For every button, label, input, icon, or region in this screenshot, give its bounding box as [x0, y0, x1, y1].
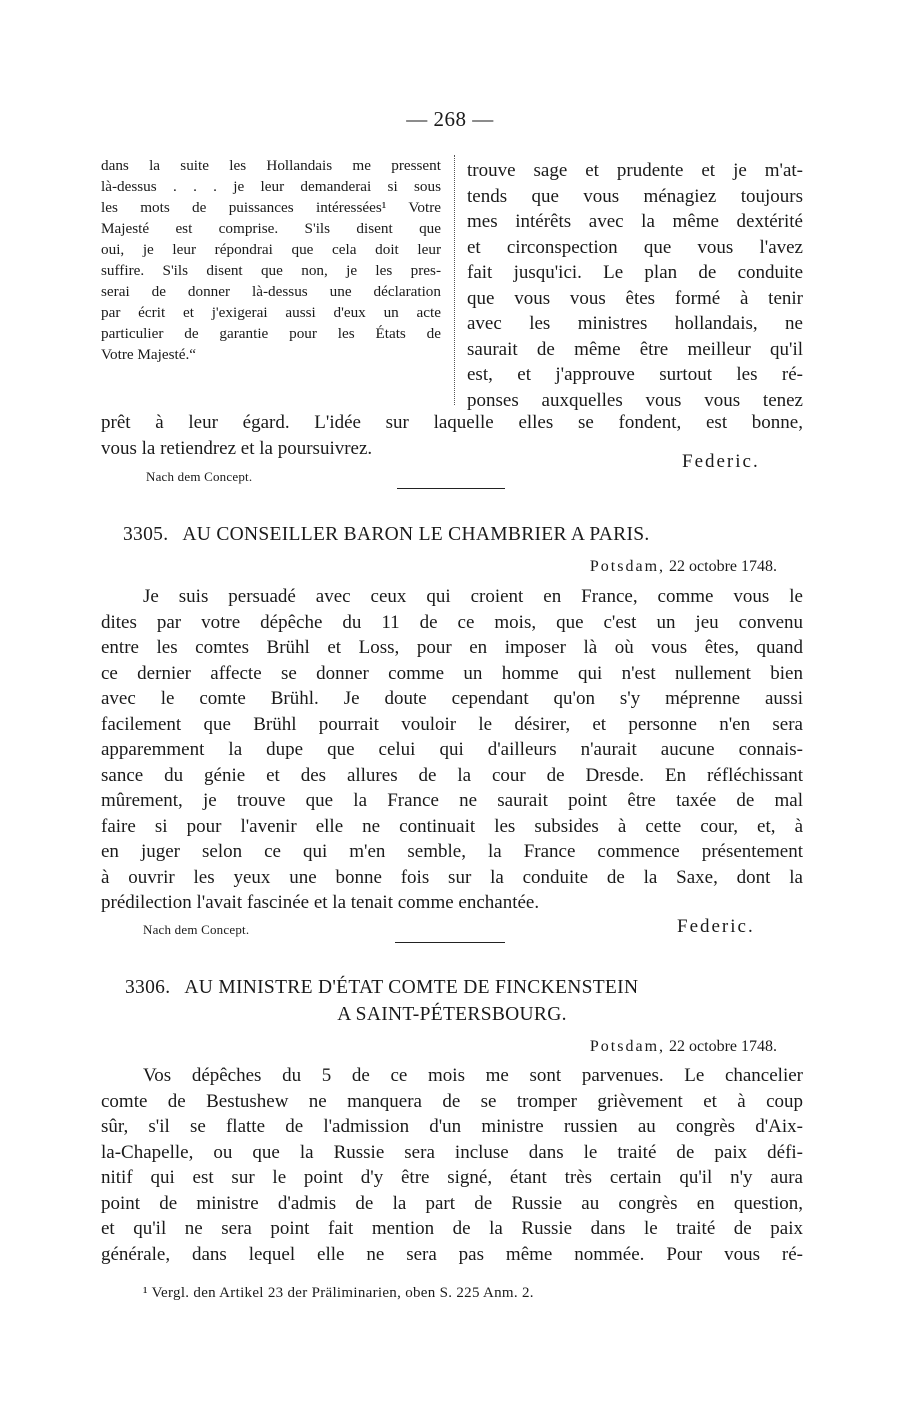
letter-heading [101, 975, 803, 1027]
page-number: — 268 — [406, 107, 494, 131]
right-column-line: et circonspection que vous l'avez [467, 236, 803, 258]
body-line: prédilection l'avait fascinée et la tenait comme enchantée. [101, 892, 540, 913]
left-column-line: Votre Majesté.“ [101, 346, 197, 363]
left-column-line: suffire. S'ils disent que non, je les pres- [101, 262, 441, 279]
left-column-line: Majesté est comprise. S'ils disent que [101, 220, 441, 237]
body-line: en juger selon ce qui m'en semble, la France commence présentement [101, 841, 803, 862]
letter-body [101, 584, 803, 916]
body-line: mûrement, je trouve que la France ne saurait point être taxée de mal [101, 790, 803, 811]
left-column-line: serai de donner là-dessus une déclaration [101, 283, 441, 300]
body-line: facilement que Brühl pourrait vouloir le désirer, et personne n'en sera [101, 713, 803, 735]
body-line: avec le comte Brühl. Je doute cependant qu'on s'y méprenne aussi [101, 688, 803, 709]
source-note: Nach dem Concept. [146, 469, 253, 484]
body-line: apparemment la dupe que celui qui d'ailleurs n'aurait aucune connais- [101, 739, 803, 760]
body-line: Vos dépêches du 5 de ce mois me sont parvenues. Le chancelier [143, 1065, 803, 1086]
right-column-line: fait jusqu'ici. Le plan de conduite [467, 262, 803, 283]
column-divider [454, 155, 455, 405]
dateline [590, 1038, 777, 1056]
body-line: nitif qui est sur le point d'y être signé, étant très certain qu'il n'y aura [101, 1167, 803, 1188]
letter-body [101, 1063, 803, 1267]
signature: Federic. [677, 916, 755, 937]
letter-number: 3305. [123, 524, 169, 545]
letter-title: AU CONSEILLER BARON LE CHAMBRIER A PARIS. [182, 524, 650, 545]
left-column-line: particulier de garantie pour les États de [101, 325, 441, 342]
right-column-line: saurait de même être meilleur qu'il [467, 338, 803, 360]
body-line: point de ministre d'admis de la part de Russie au congrès en question, [101, 1192, 803, 1214]
body-line: entre les comtes Brühl et Loss, pour en imposer là où vous êtes, quand [101, 637, 803, 658]
body-line: générale, dans lequel elle ne sera pas même nommée. Pour vous ré- [101, 1243, 803, 1265]
left-column-line: dans la suite les Hollandais me pressent [101, 157, 441, 174]
body-line: et qu'il ne sera point fait mention de la Russie dans le traité de paix [101, 1218, 803, 1239]
footnote: ¹ Vergl. den Artikel 23 der Präliminarien, oben S. 225 Anm. 2. [143, 1285, 534, 1301]
body-line: Je suis persuadé avec ceux qui croient en France, comme vous le [143, 586, 803, 607]
left-column-line: là-dessus . . . je leur demanderai si sous [101, 178, 441, 195]
dateline-place: Potsdam, [589, 558, 666, 575]
body-line: prêt à leur égard. L'idée sur laquelle elles se fondent, est bonne, [101, 412, 803, 433]
right-column-line: tends que vous ménagiez toujours [467, 185, 803, 207]
right-column-line: est, et j'approuve surtout les ré- [467, 364, 803, 385]
body-line: dites par votre dépêche du 11 de ce mois, que c'est un jeu convenu [101, 611, 803, 633]
left-column-quote [101, 155, 441, 365]
body-line: ce dernier affecte se donner comme un homme qui n'est nullement bien [101, 662, 803, 684]
section-rule [397, 488, 505, 489]
body-line: sance du génie et des allures de la cour de Dresde. En réfléchissant [101, 764, 803, 786]
source-note: Nach dem Concept. [143, 922, 250, 937]
body-line: la-Chapelle, ou que la Russie sera incluse dans le traité de paix défi- [101, 1141, 803, 1163]
right-column-line: avec les ministres hollandais, ne [467, 313, 803, 334]
dateline-date: 22 octobre 1748. [669, 1038, 777, 1055]
body-line: vous la retiendrez et la poursuivrez. [101, 437, 373, 459]
dateline-place: Potsdam, [589, 1038, 666, 1055]
left-column-line: les mots de puissances intéressées¹ Votre [101, 199, 441, 216]
right-column-line: ponses auxquelles vous vous tenez [467, 389, 803, 411]
letter-number: 3306. [125, 977, 171, 998]
letter-heading [101, 522, 803, 547]
left-column-line: oui, je leur répondrai que cela doit leur [101, 241, 441, 258]
letter-title: AU MINISTRE D'ÉTAT COMTE DE FINCKENSTEIN [184, 977, 639, 998]
right-column-text [467, 158, 803, 413]
body-line: faire si pour l'avenir elle ne continuait les subsides à cette cour, et, à [101, 815, 803, 837]
body-line: à ouvrir les yeux une bonne fois sur la conduite de la Saxe, dont la [101, 866, 803, 888]
right-column-line: trouve sage et prudente et je m'at- [467, 160, 803, 181]
body-line: sûr, s'il se flatte de l'admission d'un ministre russien au congrès d'Aix- [101, 1116, 803, 1137]
left-column-line: par écrit et j'exigerai aussi d'eux un acte [101, 304, 441, 321]
signature: Federic. [682, 451, 760, 472]
section-rule [395, 942, 505, 943]
body-line: comte de Bestushew ne manquera de se tromper grièvement et à coup [101, 1090, 803, 1112]
dateline [590, 558, 777, 576]
right-column-line: que vous vous êtes formé à tenir [467, 287, 803, 309]
right-column-line: mes intérêts avec la même dextérité [467, 211, 803, 232]
dateline-date: 22 octobre 1748. [669, 558, 777, 575]
letter-title-line2: A SAINT-PÉTERSBOURG. [337, 1004, 567, 1025]
